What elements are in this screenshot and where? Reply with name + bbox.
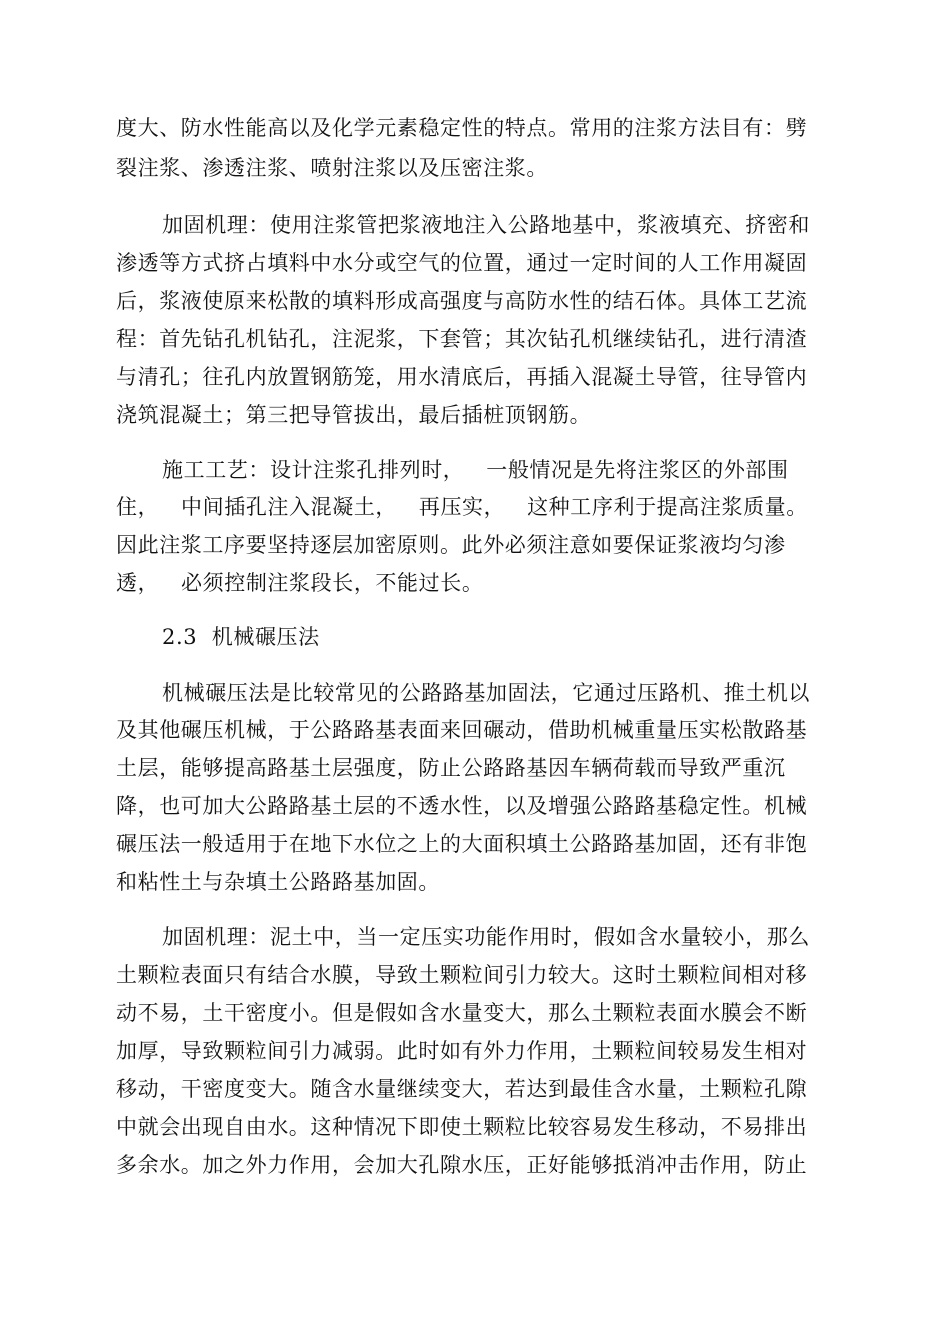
text-line: 碾压法一般适用于在地下水位之上的大面积填土公路路基加固，还有非饱 xyxy=(116,832,808,856)
text-line: 土层，能够提高路基土层强度，防止公路路基因车辆荷载而导致严重沉 xyxy=(116,756,786,780)
section-heading: 2.3 机械碾压法 xyxy=(162,625,320,649)
text-line: 加厚，导致颗粒间引力减弱。此时如有外力作用，土颗粒间较易发生相对 xyxy=(116,1039,808,1063)
text-line: 渗透等方式挤占填料中水分或空气的位置，通过一定时间的人工作用凝固 xyxy=(116,251,808,275)
text-line: 因此注浆工序要坚持逐层加密原则。此外必须注意如要保证浆液均匀渗 xyxy=(116,533,786,557)
text-line: 中就会出现自由水。这种情况下即使土颗粒比较容易发生移动，不易排出 xyxy=(116,1115,808,1139)
text-line: 施工工艺：设计注浆孔排列时， 一般情况是先将注浆区的外部围 xyxy=(162,458,789,482)
text-line: 浇筑混凝土；第三把导管拔出，最后插桩顶钢筋。 xyxy=(116,403,592,427)
text-line: 后，浆液使原来松散的填料形成高强度与高防水性的结石体。具体工艺流 xyxy=(116,289,808,313)
text-line: 机械碾压法是比较常见的公路路基加固法，它通过压路机、推土机以 xyxy=(162,681,810,705)
text-line: 动不易，土干密度小。但是假如含水量变大，那么土颗粒表面水膜会不断 xyxy=(116,1001,808,1025)
text-line: 加固机理：泥土中，当一定压实功能作用时，假如含水量较小，那么 xyxy=(162,925,810,949)
text-line: 住， 中间插孔注入混凝土， 再压实， 这种工序利于提高注浆质量。 xyxy=(116,495,808,519)
text-line: 与清孔；往孔内放置钢筋笼，用水清底后，再插入混凝土导管，往导管内 xyxy=(116,365,808,389)
text-line: 透， 必须控制注浆段长，不能过长。 xyxy=(116,571,484,595)
text-line: 和粘性土与杂填土公路路基加固。 xyxy=(116,870,440,894)
text-line: 度大、防水性能高以及化学元素稳定性的特点。常用的注浆方法目有：劈 xyxy=(116,116,808,140)
text-line: 裂注浆、渗透注浆、喷射注浆以及压密注浆。 xyxy=(116,156,548,180)
text-line: 移动，干密度变大。随含水量继续变大，若达到最佳含水量，土颗粒孔隙 xyxy=(116,1077,808,1101)
text-line: 土颗粒表面只有结合水膜，导致土颗粒间引力较大。这时土颗粒间相对移 xyxy=(116,963,808,987)
text-line: 降，也可加大公路路基土层的不透水性，以及增强公路路基稳定性。机械 xyxy=(116,794,808,818)
text-line: 程：首先钻孔机钻孔，注泥浆，下套管；其次钻孔机继续钻孔，进行清渣 xyxy=(116,327,808,351)
text-line: 多余水。加之外力作用，会加大孔隙水压，正好能够抵消冲击作用，防止 xyxy=(116,1153,808,1177)
text-line: 加固机理：使用注浆管把浆液地注入公路地基中，浆液填充、挤密和 xyxy=(162,213,810,237)
text-line: 及其他碾压机械，于公路路基表面来回碾动，借助机械重量压实松散路基 xyxy=(116,718,808,742)
